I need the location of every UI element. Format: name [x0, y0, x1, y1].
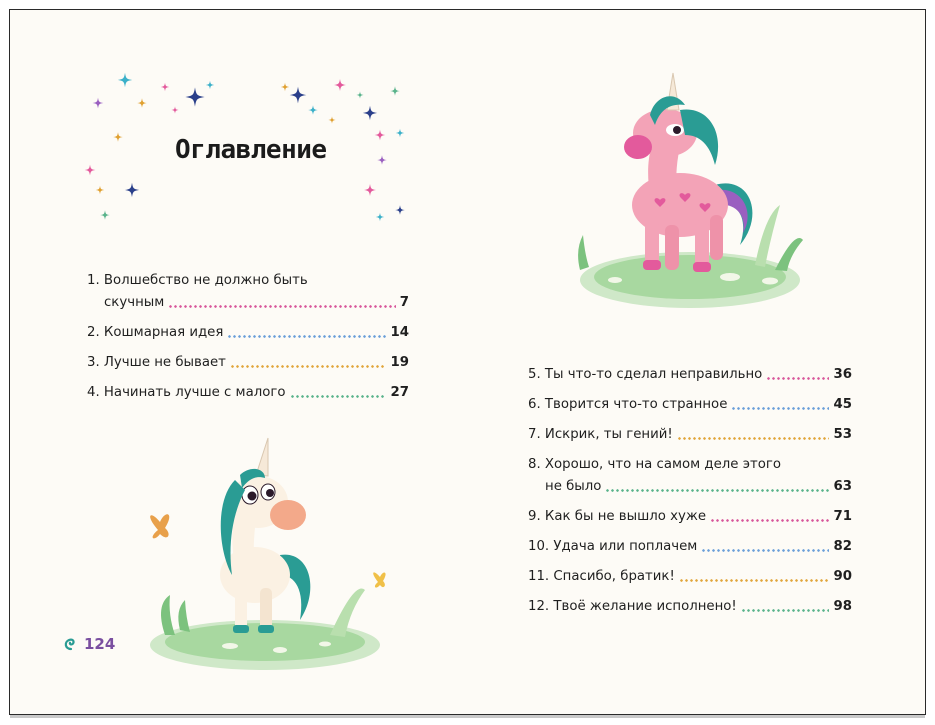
toc-entry[interactable] [528, 454, 852, 498]
toc-entry-number: 6. [528, 397, 541, 412]
leader-dots [168, 305, 395, 308]
toc-list-left [87, 270, 409, 404]
toc-entry-page: 82 [833, 539, 852, 554]
toc-entry-page: 19 [390, 355, 409, 370]
toc-entry-page: 27 [390, 385, 409, 400]
toc-entry-number: 11. [528, 569, 550, 584]
toc-entry-page: 36 [833, 367, 852, 382]
leader-dots [679, 579, 830, 582]
toc-entry-page: 90 [833, 569, 852, 584]
toc-entry-number: 5. [528, 367, 541, 382]
toc-entry-title: Искрик, ты гений! [544, 427, 673, 442]
toc-entry[interactable] [87, 382, 409, 404]
toc-entry[interactable] [528, 566, 852, 588]
toc-entry-page: 98 [833, 599, 852, 614]
leader-dots [710, 519, 829, 522]
toc-entry-number: 9. [528, 509, 541, 524]
toc-entry-title: Начинать лучше с малого [103, 385, 286, 400]
toc-entry-title-cont: скучным [104, 295, 165, 310]
toc-entry[interactable] [528, 536, 852, 558]
toc-entry-title: Спасибо, братик! [553, 569, 675, 584]
butterfly-icon [150, 514, 169, 538]
toc-entry-page: 63 [833, 479, 852, 494]
leader-dots [701, 549, 829, 552]
toc-entry-number: 8. [528, 457, 541, 472]
toc-entry-title: Кошмарная идея [103, 325, 224, 340]
toc-entry-title: Хорошо, что на самом деле этого [544, 457, 781, 472]
toc-entry-page: 45 [833, 397, 852, 412]
toc-entry[interactable] [528, 424, 852, 446]
page-number-text: 124 [84, 635, 116, 653]
toc-entry-title-cont: не было [545, 479, 602, 494]
leader-dots [741, 609, 830, 612]
toc-entry[interactable] [528, 364, 852, 386]
toc-entry-number: 3. [87, 355, 100, 370]
page-number [62, 635, 115, 653]
toc-entry-page: 53 [833, 427, 852, 442]
toc-entry-title: Творится что-то странное [544, 397, 728, 412]
toc-list-right [528, 364, 852, 618]
toc-entry-page: 7 [399, 295, 409, 310]
toc-entry-number: 12. [528, 599, 550, 614]
toc-entry-title: Твоё желание исполнено! [553, 599, 737, 614]
toc-entry[interactable] [528, 394, 852, 416]
toc-entry[interactable] [528, 596, 852, 618]
toc-entry[interactable] [87, 322, 409, 344]
toc-entry-title: Волшебство не должно быть [103, 273, 308, 288]
toc-entry[interactable] [87, 352, 409, 374]
pink-unicorn-illustration [565, 55, 810, 315]
toc-entry-number: 10. [528, 539, 550, 554]
leader-dots [290, 395, 387, 398]
toc-entry-page: 14 [390, 325, 409, 340]
leader-dots [731, 407, 829, 410]
toc-entry-number: 1. [87, 273, 100, 288]
toc-entry-number: 7. [528, 427, 541, 442]
toc-entry-page: 71 [833, 509, 852, 524]
leader-dots [227, 335, 386, 338]
toc-entry-title: Как бы не вышло хуже [544, 509, 707, 524]
leader-dots [677, 437, 830, 440]
toc-entry-number: 2. [87, 325, 100, 340]
leader-dots [605, 489, 829, 492]
leader-dots [766, 377, 829, 380]
toc-entry[interactable] [528, 506, 852, 528]
white-unicorn-illustration [140, 430, 400, 680]
butterfly-icon [373, 572, 385, 587]
toc-entry-title: Удача или поплачем [553, 539, 698, 554]
toc-entry-title: Ты что-то сделал неправильно [544, 367, 763, 382]
toc-title: Оглавление [175, 135, 327, 165]
toc-entry-title: Лучше не бывает [103, 355, 226, 370]
leader-dots [230, 365, 387, 368]
toc-entry[interactable] [87, 270, 409, 314]
swirl-icon [62, 636, 80, 652]
toc-entry-number: 4. [87, 385, 100, 400]
